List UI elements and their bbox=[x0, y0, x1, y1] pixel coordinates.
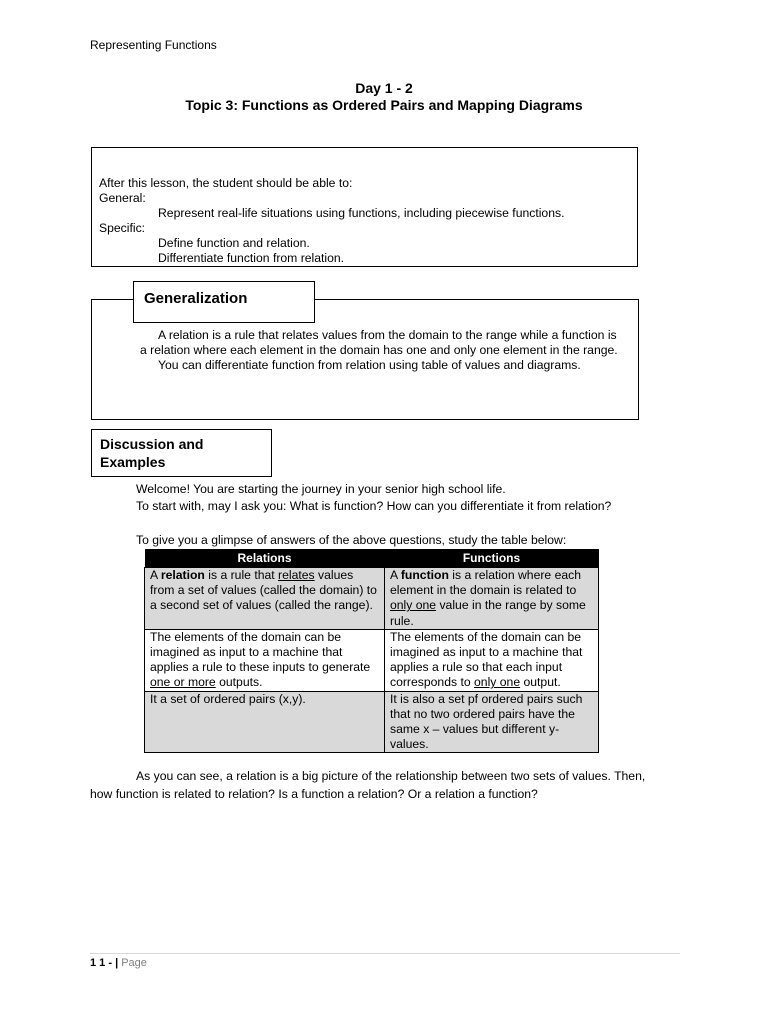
day-heading: Day 1 - 2 bbox=[355, 80, 413, 96]
discussion-title-line-1: Discussion and bbox=[100, 436, 204, 452]
question-text: To start with, may I ask you: What is function? How can you differentiate it from relation? bbox=[136, 499, 612, 513]
discussion-title bbox=[91, 429, 272, 477]
cell-function-ordered-pairs: It is also a set pf ordered pairs such that no two ordered pairs have the same x – values but different y-values. bbox=[385, 691, 599, 753]
generalization-line-2: a relation where each element in the domain has one and only one element in the range. bbox=[140, 343, 618, 357]
general-label: General: bbox=[99, 191, 146, 205]
cell-relation-machine: The elements of the domain can be imagined as input to a machine that applies a rule to these inputs to generate one or more outputs. bbox=[145, 629, 385, 691]
footer-separator: | bbox=[115, 957, 119, 969]
running-header: Representing Functions bbox=[90, 38, 217, 52]
discussion-title-line-2: Examples bbox=[100, 454, 166, 470]
conclusion-line-1: As you can see, a relation is a big picture of the relationship between two sets of values. Then, bbox=[136, 769, 646, 783]
generalization-line-1: A relation is a rule that relates values from the domain to the range while a function is bbox=[158, 328, 617, 342]
cell-relation-definition: A relation is a rule that relates values from a set of values (called the domain) to a second set of values (called the range). bbox=[145, 568, 385, 630]
objectives-intro: After this lesson, the student should be able to: bbox=[99, 176, 353, 190]
cell-function-definition: A function is a relation where each element in the domain is related to only one value in the range by some rule. bbox=[385, 568, 599, 630]
header-relations: Relations bbox=[145, 549, 385, 568]
table-row bbox=[145, 691, 599, 753]
glimpse-text: To give you a glimpse of answers of the above questions, study the table below: bbox=[136, 533, 567, 547]
topic-heading: Topic 3: Functions as Ordered Pairs and Mapping Diagrams bbox=[185, 97, 583, 113]
specific-objective-2: Differentiate function from relation. bbox=[158, 251, 345, 265]
general-objective: Represent real-life situations using functions, including piecewise functions. bbox=[158, 206, 565, 220]
conclusion-line-2: how function is related to relation? Is a function a relation? Or a relation a function? bbox=[90, 787, 538, 801]
specific-objective-1: Define function and relation. bbox=[158, 236, 310, 250]
table-row bbox=[145, 568, 599, 630]
table-row bbox=[145, 629, 599, 691]
page-label: Page bbox=[118, 957, 147, 969]
specific-label: Specific: bbox=[99, 221, 146, 235]
page-footer bbox=[90, 957, 147, 969]
generalization-title: Generalization bbox=[133, 281, 315, 323]
page-number: 1 1 - bbox=[90, 957, 116, 969]
cell-relation-ordered-pairs: It a set of ordered pairs (x,y). bbox=[145, 691, 385, 753]
footer-divider bbox=[90, 953, 680, 954]
comparison-table bbox=[144, 549, 599, 753]
header-functions: Functions bbox=[385, 549, 599, 568]
cell-function-machine: The elements of the domain can be imagined as input to a machine that applies a rule so that each input corresponds to only one output. bbox=[385, 629, 599, 691]
table-header-row bbox=[145, 549, 599, 568]
welcome-text: Welcome! You are starting the journey in your senior high school life. bbox=[136, 482, 506, 496]
generalization-line-3: You can differentiate function from relation using table of values and diagrams. bbox=[158, 358, 581, 372]
